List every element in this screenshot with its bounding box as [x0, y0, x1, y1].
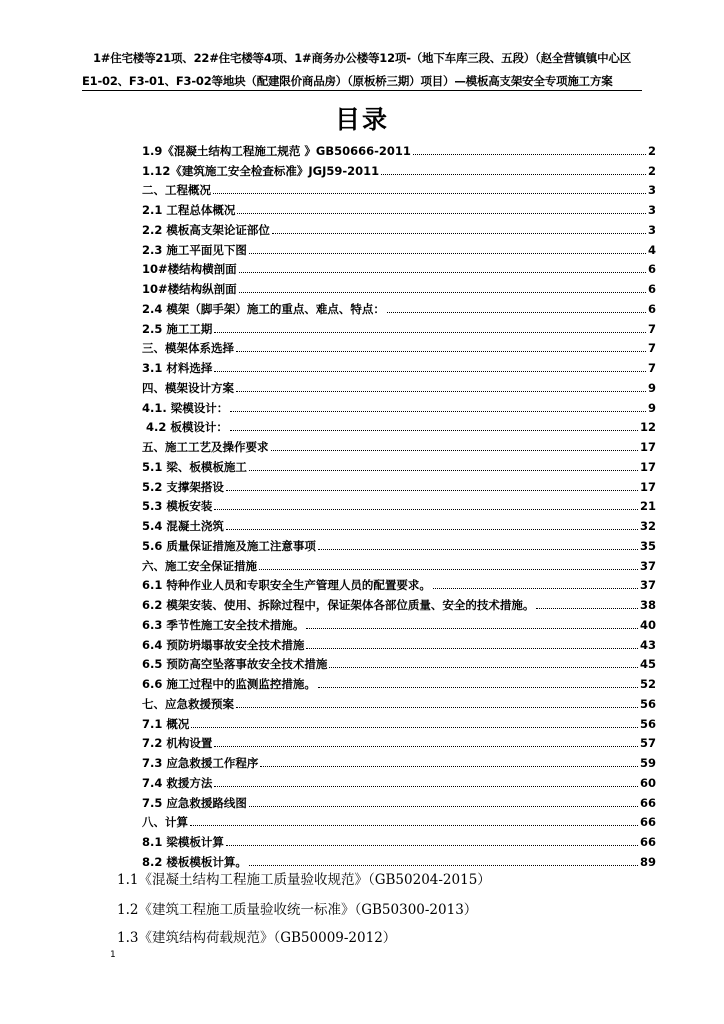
toc-entry-page: 7: [647, 361, 656, 375]
toc-leader-dots: [237, 193, 646, 214]
toc-leader-dots: [214, 490, 638, 511]
toc-leader-dots: [271, 430, 638, 451]
toc-entry-page: 59: [639, 756, 656, 770]
toc-entry-page: 17: [639, 459, 656, 474]
toc-entry[interactable]: [142, 727, 656, 751]
toc-entry-label: 八、计算: [142, 815, 188, 830]
toc-entry-label: 2.1 工程总体概况: [142, 203, 236, 217]
toc-entry-label: 三、模架体系选择: [142, 341, 234, 356]
toc-entry-label: 5.6 质量保证措施及施工注意事项: [142, 538, 316, 553]
toc-entry-label: 8.2 楼板模板计算。: [142, 854, 247, 869]
toc-entry-label: 6.1 特种作业人员和专职安全生产管理人员的配置要求。: [142, 578, 431, 593]
toc-entry[interactable]: [142, 174, 656, 198]
toc-entry-page: 32: [639, 519, 656, 533]
toc-entry-page: 7: [647, 341, 656, 356]
toc-entry-label: 7.1 概况: [142, 716, 190, 731]
toc-leader-dots: [239, 253, 646, 274]
page-title: 目录: [334, 105, 389, 134]
toc-leader-dots: [213, 174, 646, 195]
toc-entry-page: 52: [639, 677, 656, 691]
toc-entry[interactable]: [142, 490, 656, 514]
toc-leader-dots: [214, 727, 638, 748]
toc-entry-page: 2: [647, 143, 656, 158]
toc-leader-dots: [214, 312, 646, 333]
toc-entry-page: 66: [639, 835, 656, 849]
toc-entry-page: 66: [639, 795, 656, 810]
toc-leader-dots: [236, 371, 646, 392]
toc-leader-dots: [413, 134, 646, 155]
toc-entry-page: 6: [647, 262, 656, 277]
toc-entry[interactable]: [142, 509, 656, 533]
toc-entry-label: 7.3 应急救援工作程序: [142, 756, 259, 770]
toc-leader-dots: [387, 292, 646, 313]
toc-entry-page: 56: [639, 696, 656, 711]
toc-entry-page: 38: [639, 598, 656, 612]
toc-entry-label: 二、工程概况: [142, 183, 211, 198]
toc-entry-label: 7.2 机构设置: [142, 736, 213, 751]
toc-leader-dots: [230, 411, 638, 432]
toc-entry-label: 6.6 施工过程中的监测监控措施。: [142, 677, 316, 691]
toc-leader-dots: [381, 154, 646, 175]
toc-entry[interactable]: [142, 351, 656, 375]
toc-entry-label: 10#楼结构横剖面: [142, 262, 237, 277]
toc-leader-dots: [214, 351, 646, 372]
toc-leader-dots: [236, 687, 638, 708]
toc-entry-label: 4.2 板模设计：: [146, 420, 228, 435]
toc-entry-page: 43: [639, 637, 656, 652]
toc-entry-label: 四、模架设计方案: [142, 380, 234, 395]
toc-entry-page: 21: [639, 499, 656, 514]
toc-entry-label: 2.2 模板高支架论证部位: [142, 222, 270, 237]
toc-entry-label: 5.3 模板安装: [142, 499, 213, 514]
toc-entry-page: 7: [647, 321, 656, 336]
toc-entry-page: 3: [647, 222, 656, 237]
toc-entry-page: 60: [639, 775, 656, 790]
toc-entry-page: 40: [639, 617, 656, 632]
toc-leader-dots: [249, 845, 638, 866]
toc-leader-dots: [318, 667, 638, 688]
toc-entry-label: 5.1 梁、板模板施工: [142, 459, 247, 474]
toc-entry-label: 5.2 支撑架搭设: [142, 479, 224, 494]
toc-entry[interactable]: [142, 825, 656, 849]
toc-leader-dots: [249, 233, 646, 254]
toc-entry-label: 2.3 施工平面见下图: [142, 242, 247, 257]
toc-entry-page: 9: [647, 400, 656, 415]
toc-leader-dots: [259, 549, 638, 570]
toc-entry-page: 4: [647, 242, 656, 257]
toc-entry-label: 4.1. 梁模设计：: [142, 400, 229, 415]
toc-entry-label: 1.12《建筑施工安全检查标准》JGJ59-2011: [142, 163, 380, 178]
toc-entry-page: 2: [647, 163, 656, 178]
toc-entry-label: 1.9《混凝土结构工程施工规范 》GB50666-2011: [142, 143, 411, 158]
toc-leader-dots: [433, 569, 638, 590]
toc-entry-label: 6.2 模架安装、使用、拆除过程中，保证架体各部位质量、安全的技术措施。: [142, 598, 535, 612]
toc-entry-page: 57: [639, 736, 656, 751]
toc-entry-label: 3.1 材料选择: [142, 361, 213, 375]
toc-entry-label: 六、施工安全保证措施: [142, 558, 257, 573]
toc-entry-page: 3: [647, 203, 656, 217]
toc-entry-label: 6.3 季节性施工安全技术措施。: [142, 617, 305, 632]
toc-entry-page: 9: [647, 380, 656, 395]
toc-entry-page: 35: [639, 538, 656, 553]
toc-entry-label: 2.5 施工工期: [142, 321, 213, 336]
body-line-2: 1.2《建筑工程施工质量验收统一标准》（GB50300-2013）: [117, 902, 478, 918]
toc-leader-dots: [236, 332, 646, 353]
toc-leader-dots: [536, 588, 638, 609]
toc-entry-label: 五、施工工艺及操作要求: [142, 440, 269, 454]
toc-entry-page: 45: [639, 657, 656, 672]
toc-leader-dots: [190, 806, 638, 827]
toc-entry[interactable]: [142, 707, 656, 731]
toc-leader-dots: [318, 529, 638, 550]
body-line-3: 1.3《建筑结构荷载规范》（GB50009-2012）: [117, 930, 397, 946]
toc-entry-page: 66: [639, 815, 656, 830]
page-number: 1: [110, 950, 116, 960]
toc-leader-dots: [249, 786, 638, 807]
toc-leader-dots: [239, 272, 646, 293]
toc-entry-label: 6.4 预防坍塌事故安全技术措施: [142, 637, 305, 652]
header-line-1: 1#住宅楼等21项、22#住宅楼等4项、1#商务办公楼等12项-（地下车库三段、五段）（赵全营镇镇中心区: [92, 51, 632, 65]
toc-entry-label: 2.4 模架（脚手架）施工的重点、难点、特点：: [142, 301, 385, 316]
toc-leader-dots: [191, 707, 638, 728]
toc-entry-page: 17: [639, 440, 656, 454]
toc-entry-page: 3: [647, 183, 656, 198]
toc-leader-dots: [249, 450, 638, 471]
toc-leader-dots: [306, 628, 638, 649]
header-line-2: E1-02、F3-01、F3-02等地块（配建限价商品房）（原板桥三期）项目）—模板高支架安全专项施工方案: [82, 74, 613, 88]
toc-entry-label: 8.1 梁模板计算: [142, 835, 224, 849]
toc-entry-label: 7.4 救援方法: [142, 775, 213, 790]
toc-entry[interactable]: [142, 193, 656, 217]
toc-leader-dots: [226, 825, 638, 846]
toc-entry-page: 89: [639, 854, 656, 869]
toc-entry-page: 17: [639, 479, 656, 494]
toc-leader-dots: [272, 213, 646, 234]
toc-entry[interactable]: [142, 766, 656, 790]
toc-entry-page: 37: [639, 578, 656, 593]
toc-entry-label: 6.5 预防高空坠落事故安全技术措施: [142, 657, 328, 672]
toc-leader-dots: [329, 648, 638, 669]
toc-leader-dots: [260, 746, 638, 767]
toc-entry-page: 12: [639, 420, 656, 435]
toc-leader-dots: [226, 509, 638, 530]
toc-entry-label: 七、应急救援预案: [142, 696, 234, 711]
body-line-1: 1.1《混凝土结构工程施工质量验收规范》（GB50204-2015）: [117, 872, 491, 888]
toc-leader-dots: [306, 608, 638, 629]
table-of-contents: [142, 134, 656, 869]
toc-leader-dots: [230, 391, 646, 412]
toc-entry[interactable]: [142, 134, 656, 158]
toc-entry-label: 7.5 应急救援路线图: [142, 795, 247, 810]
toc-entry-page: 6: [647, 282, 656, 296]
header-rule: [82, 90, 642, 91]
toc-leader-dots: [226, 470, 638, 491]
toc-entry[interactable]: [142, 332, 656, 356]
toc-entry[interactable]: [142, 371, 656, 395]
toc-entry-page: 37: [639, 558, 656, 573]
toc-entry[interactable]: [142, 312, 656, 336]
toc-entry[interactable]: [142, 786, 656, 810]
toc-entry-label: 5.4 混凝土浇筑: [142, 519, 224, 533]
toc-leader-dots: [214, 766, 638, 787]
toc-entry-label: 10#楼结构纵剖面: [142, 282, 237, 296]
toc-entry-page: 6: [647, 301, 656, 316]
toc-entry[interactable]: [142, 746, 656, 770]
toc-entry-page: 56: [639, 716, 656, 731]
toc-entry[interactable]: [142, 806, 656, 830]
